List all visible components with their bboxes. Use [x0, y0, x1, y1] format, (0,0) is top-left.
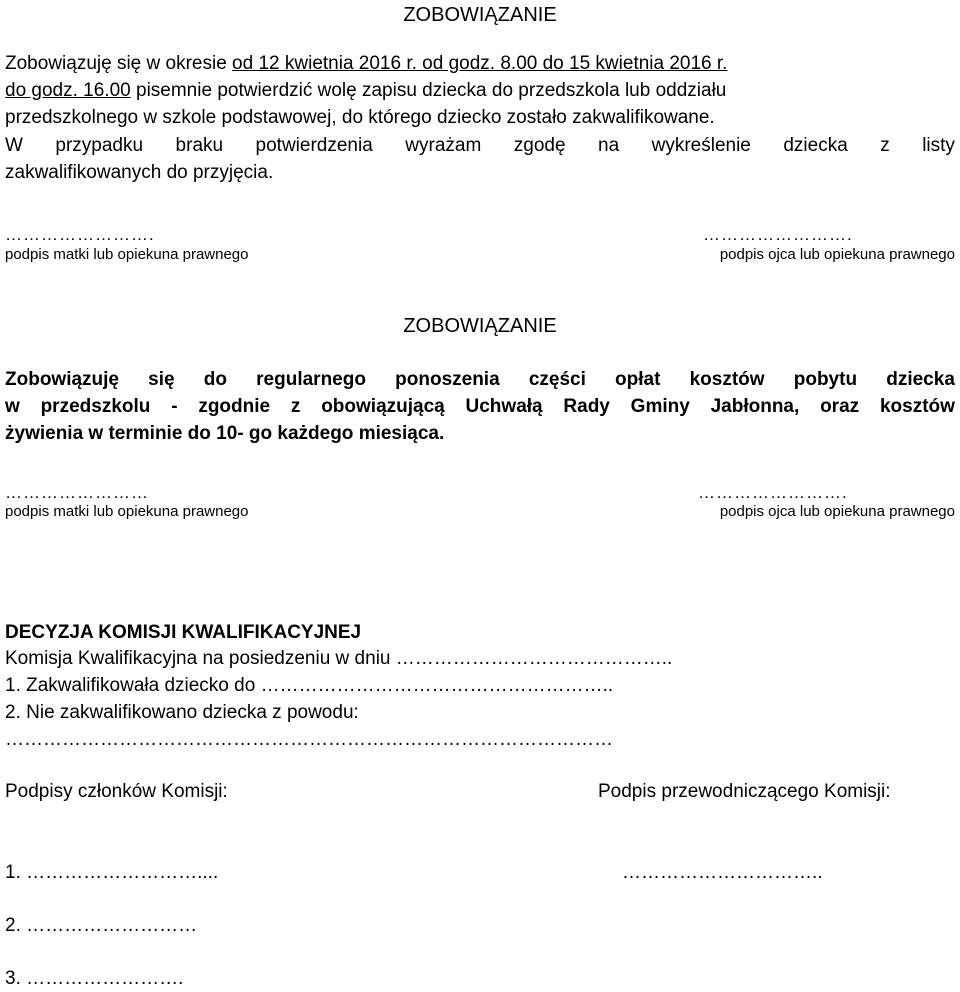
commitment-2-line-2-word: oraz — [820, 396, 860, 417]
commitment-1-line-4-word: braku — [175, 135, 224, 156]
mother-signature-label: podpis matki lub opiekuna prawnego — [5, 246, 249, 263]
commitment-2-line-2-word: Jabłonna, — [710, 396, 800, 417]
commission-decision-heading: DECYZJA KOMISJI KWALIFIKACYJNEJ — [5, 622, 362, 643]
commitment-2-line-1-word: pobytu — [793, 369, 858, 390]
commitment-2-line-2-word: przedszkolu — [40, 396, 151, 417]
father-signature-line: ……………………. — [703, 225, 853, 244]
commitment-2-line-1-word: się — [148, 369, 175, 390]
member-signature-3: 3. ……………………. — [5, 968, 184, 989]
commitment-1-line-4-word: potwierdzenia — [255, 135, 373, 156]
commitment-2-line-1 — [5, 367, 955, 393]
commitment-2-line-2-word: Uchwałą — [465, 396, 543, 417]
father-signature-line-2: ……………………. — [698, 483, 848, 502]
member-signature-1: 1. ……………………….... — [5, 862, 219, 883]
commitment-1-line-4-word: przypadku — [55, 135, 144, 156]
commission-chair-label: Podpis przewodniczącego Komisji: — [598, 781, 891, 802]
commitment-1-line-3: przedszkolnego w szkole podstawowej, do którego dziecko zostało zakwalifikowane. — [5, 107, 715, 128]
commitment-2-line-2-word: z — [290, 396, 301, 417]
commitment-1-line-4-word: dziecka — [783, 135, 848, 156]
commitment-2-line-1-word: regularnego — [256, 369, 366, 390]
commitment-2-line-2-word: zgodnie — [198, 396, 271, 417]
commission-meeting-date-line: Komisja Kwalifikacyjna na posiedzeniu w dniu …………………………………….. — [5, 648, 673, 669]
commitment-1-line-2-rest: pisemnie potwierdzić wolę zapisu dziecka do przedszkola lub oddziału — [130, 80, 727, 101]
commitment-2-line-2-word: Gminy — [630, 396, 690, 417]
mother-signature-line: ……………………. — [5, 225, 155, 244]
commitment-2-line-2 — [5, 394, 955, 420]
mother-signature-label-2: podpis matki lub opiekuna prawnego — [5, 503, 249, 520]
commitment-heading-1: ZOBOWIĄZANIE — [403, 4, 557, 26]
father-signature-label: podpis ojca lub opiekuna prawnego — [719, 246, 955, 263]
commitment-2-line-2-word: Rady — [563, 396, 610, 417]
commitment-2-line-1-word: dziecka — [886, 369, 955, 390]
not-qualified-line: 2. Nie zakwalifikowano dziecka z powodu: — [5, 702, 359, 723]
commitment-1-line-4-word: wyrażam — [405, 135, 482, 156]
commission-members-label: Podpisy członków Komisji: — [5, 781, 228, 802]
commitment-1-line-4-word: listy — [922, 135, 955, 156]
chair-signature-line: ………………………….. — [622, 862, 823, 883]
father-signature-label-2: podpis ojca lub opiekuna prawnego — [719, 503, 955, 520]
confirmation-period: od 12 kwietnia 2016 r. od godz. 8.00 do 15 kwietnia 2016 r. — [232, 53, 728, 74]
commitment-1-line-4-word: na — [598, 135, 620, 156]
commitment-2-line-1-word: do — [203, 369, 227, 390]
commitment-1-line-4 — [5, 133, 955, 159]
confirmation-deadline-time: do godz. 16.00 — [5, 80, 131, 101]
commitment-2-line-2-word: kosztów — [879, 396, 955, 417]
commitment-2-line-1-word: części — [528, 369, 586, 390]
qualified-line: 1. Zakwalifikowała dziecko do ……………………………………………….. — [5, 675, 614, 696]
commitment-heading-2: ZOBOWIĄZANIE — [403, 315, 557, 337]
commitment-2-line-1-word: opłat — [615, 369, 661, 390]
commitment-1-line-4-word: wykreślenie — [651, 135, 751, 156]
commitment-1-line-4-word: z — [880, 135, 890, 156]
commitment-1-line-4-word: W — [5, 135, 23, 156]
member-signature-2: 2. ……………………… — [5, 915, 198, 936]
commitment-2-line-2-word: obowiązującą — [321, 396, 445, 417]
mother-signature-line-2: …………………… — [5, 483, 149, 502]
commitment-1-line-5: zakwalifikowanych do przyjęcia. — [5, 162, 274, 183]
commitment-2-line-1-word: kosztów — [689, 369, 765, 390]
commitment-1-line-4-word: zgodę — [513, 135, 566, 156]
commitment-2-line-1-word: Zobowiązuję — [5, 369, 119, 390]
commitment-1-line-1 — [5, 51, 955, 77]
commitment-2-line-1-word: ponoszenia — [395, 369, 500, 390]
commitment-1-line-2 — [5, 78, 955, 104]
not-qualified-reason-line: …………………………………………………………………………………… — [5, 729, 613, 750]
commitment-2-line-3: żywienia w terminie do 10- go każdego miesiąca. — [5, 423, 445, 444]
commitment-2-line-2-word: - — [171, 396, 178, 417]
commitment-2-line-2-word: w — [5, 396, 20, 417]
commitment-1-line-1-prefix: Zobowiązuję się w okresie — [5, 53, 233, 74]
